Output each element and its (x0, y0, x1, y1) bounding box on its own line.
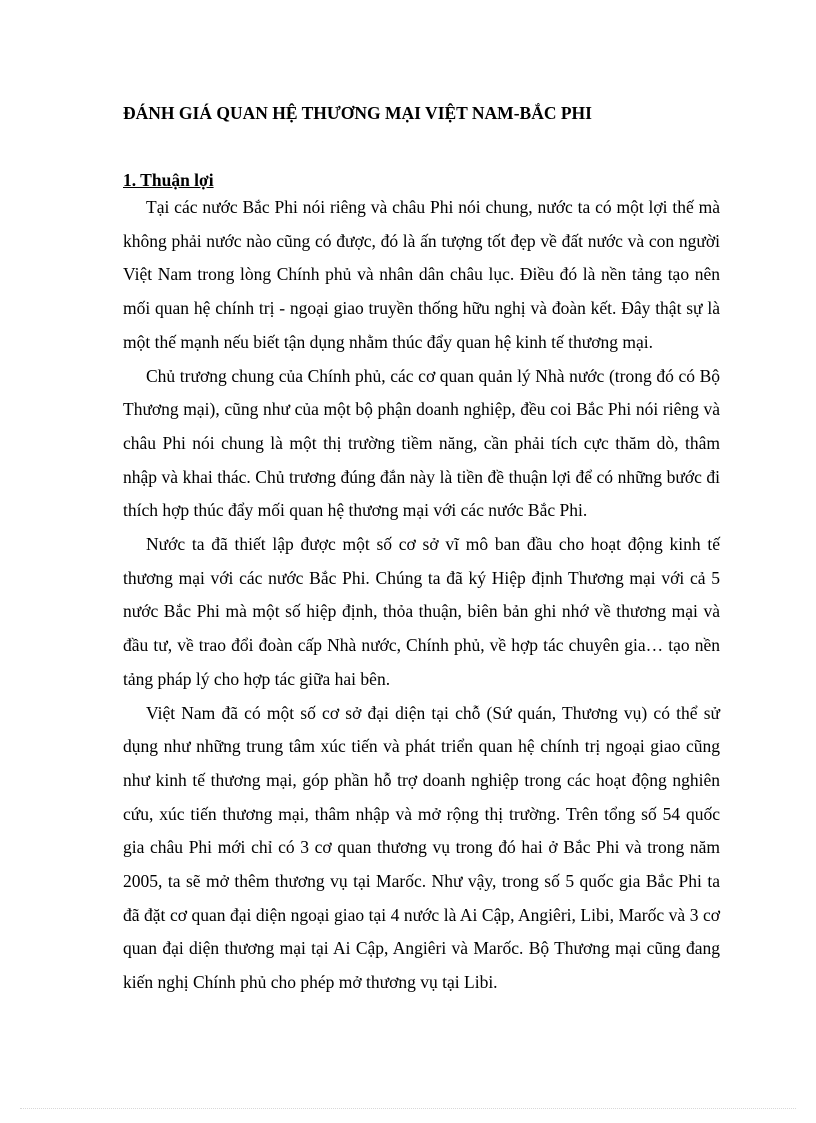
section-heading: 1. Thuận lợi (123, 170, 214, 190)
page-bottom-divider (20, 1108, 796, 1109)
paragraph: Tại các nước Bắc Phi nói riêng và châu Phi nói chung, nước ta có một lợi thế mà không phải nước nào cũng có được, đó là ấn tượng tốt đẹp về đất nước và con người Việt Nam trong lòng Chính phủ và nhân dân châu lục. Điều đó là nền tảng tạo nên mối quan hệ chính trị - ngoại giao truyền thống hữu nghị và đoàn kết. Đây thật sự là một thế mạnh nếu biết tận dụng nhằm thúc đẩy quan hệ kinh tế thương mại. (123, 197, 720, 352)
paragraph: Nước ta đã thiết lập được một số cơ sở vĩ mô ban đầu cho hoạt động kinh tế thương mại với các nước Bắc Phi. Chúng ta đã ký Hiệp định Thương mại với cả 5 nước Bắc Phi mà một số hiệp định, thỏa thuận, biên bản ghi nhớ về thương mại và đầu tư, về trao đổi đoàn cấp Nhà nước, Chính phủ, về hợp tác chuyên gia… tạo nền tảng pháp lý cho hợp tác giữa hai bên. (123, 534, 720, 689)
paragraph: Chủ trương chung của Chính phủ, các cơ quan quản lý Nhà nước (trong đó có Bộ Thương mại), cũng như của một bộ phận doanh nghiệp, đều coi Bắc Phi nói riêng và châu Phi nói chung là một thị trường tiềm năng, cần phải tích cực thăm dò, thâm nhập và khai thác. Chủ trương đúng đắn này là tiền đề thuận lợi để có những bước đi thích hợp thúc đẩy mối quan hệ thương mại với các nước Bắc Phi. (123, 365, 720, 521)
body-text (123, 191, 720, 1000)
paragraph: Việt Nam đã có một số cơ sở đại diện tại chỗ (Sứ quán, Thương vụ) có thể sử dụng như những trung tâm xúc tiến và phát triển quan hệ chính trị ngoại giao cũng như kinh tế thương mại, góp phần hỗ trợ doanh nghiệp trong các hoạt động nghiên cứu, xúc tiến thương mại, thâm nhập và mở rộng thị trường. Trên tổng số 54 quốc gia châu Phi mới chỉ có 3 cơ quan thương vụ trong đó hai ở Bắc Phi và trong năm 2005, ta sẽ mở thêm thương vụ tại Marốc. Như vậy, trong số 5 quốc gia Bắc Phi ta đã đặt cơ quan đại diện ngoại giao tại 4 nước là Ai Cập, Angiêri, Libi, Marốc và 3 cơ quan đại diện thương mại tại Ai Cập, Angiêri và Marốc. Bộ Thương mại cũng đang kiến nghị Chính phủ cho phép mở thương vụ tại Libi. (123, 702, 720, 993)
document-title: ĐÁNH GIÁ QUAN HỆ THƯƠNG MẠI VIỆT NAM-BẮC PHI (123, 103, 592, 123)
